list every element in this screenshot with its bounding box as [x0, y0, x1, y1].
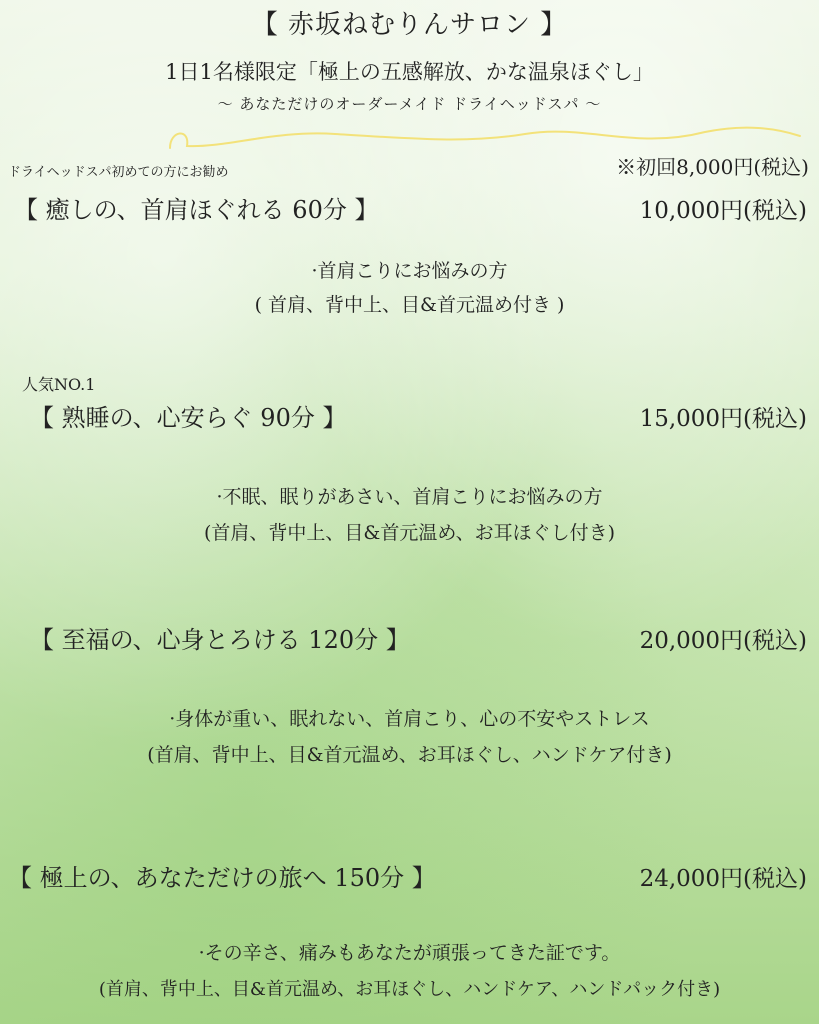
popular-badge: 人気NO.1	[22, 375, 96, 394]
course-150-name: 【 極上の、あなただけの旅へ 150分 】	[8, 864, 436, 892]
course-150-price: 24,000円(税込)	[639, 866, 807, 892]
course-120-desc-1: ·身体が重い、眠れない、首肩こり、心の不安やストレス	[169, 708, 650, 730]
course-150-desc-1: ·その辛さ、痛みもあなたが頑張ってきた証です。	[198, 942, 621, 964]
course-60-price: 10,000円(税込)	[639, 198, 807, 224]
first-timer-note: ドライヘッドスパ初めての方にお勧め	[8, 165, 229, 180]
course-90-price: 15,000円(税込)	[639, 406, 807, 432]
course-120-name: 【 至福の、心身とろける 120分 】	[30, 626, 410, 654]
course-90-name: 【 熟睡の、心安らぐ 90分 】	[30, 404, 347, 432]
course-60-name: 【 癒しの、首肩ほぐれる 60分 】	[14, 196, 379, 224]
course-90-desc-1: ·不眠、眠りがあさい、首肩こりにお悩みの方	[216, 486, 603, 508]
course-90-desc-2: (首肩、背中上、目&首元温め、お耳ほぐし付き)	[204, 522, 615, 544]
salon-title: 【 赤坂ねむりんサロン 】	[251, 10, 568, 40]
course-60-desc-1: ·首肩こりにお悩みの方	[311, 260, 508, 282]
limited-offer-subtitle: 1日1名様限定「極上の五感解放、かな温泉ほぐし」	[165, 60, 654, 84]
course-120-price: 20,000円(税込)	[639, 628, 807, 654]
course-150-desc-2: (首肩、背中上、目&首元温め、お耳ほぐし、ハンドケア、ハンドパック付き)	[98, 979, 721, 1000]
course-120-desc-2: (首肩、背中上、目&首元温め、お耳ほぐし、ハンドケア付き)	[147, 744, 672, 766]
tagline: 〜 あなただけのオーダーメイド ドライヘッドスパ 〜	[217, 95, 602, 113]
first-visit-price-note: ※初回8,000円(税込)	[616, 155, 809, 179]
course-60-desc-2: ( 首肩、背中上、目&首元温め付き )	[254, 294, 565, 316]
